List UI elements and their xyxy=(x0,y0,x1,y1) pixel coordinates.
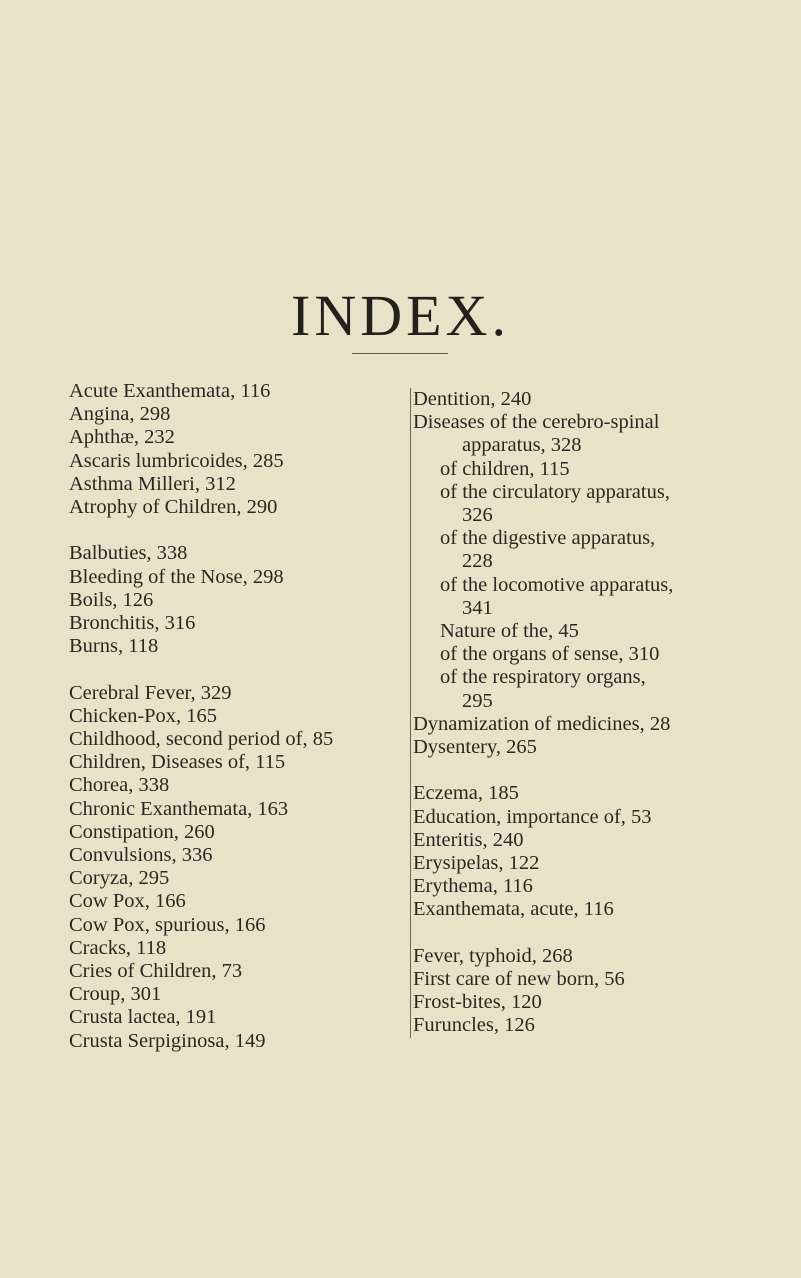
index-entry: Eczema, 185 xyxy=(413,782,519,805)
index-entry: Aphthæ, 232 xyxy=(69,426,175,449)
index-entry: Ascaris lumbricoides, 285 xyxy=(69,449,284,472)
index-entry: Diseases of the cerebro-spinal xyxy=(413,411,660,434)
index-subentry: of the locomotive apparatus, xyxy=(440,573,674,596)
index-entry: Childhood, second period of, 85 xyxy=(69,728,334,751)
index-subentry: 295 xyxy=(462,689,493,712)
index-entry: Acute Exanthemata, 116 xyxy=(69,380,271,402)
index-entry: Crusta Serpiginosa, 149 xyxy=(69,1029,266,1052)
index-entry: Bleeding of the Nose, 298 xyxy=(69,565,284,588)
index-subentry: 326 xyxy=(462,504,493,527)
index-subentry: apparatus, 328 xyxy=(462,434,582,457)
index-entry: Dysentery, 265 xyxy=(413,736,537,759)
index-entry: Exanthemata, acute, 116 xyxy=(413,898,614,921)
index-subentry: of the organs of sense, 310 xyxy=(440,643,660,666)
index-entry: Children, Diseases of, 115 xyxy=(69,751,286,774)
index-entry: Chicken-Pox, 165 xyxy=(69,704,218,727)
index-entry: Bronchitis, 316 xyxy=(69,612,196,635)
index-entry: Crusta lactea, 191 xyxy=(69,1006,217,1029)
index-entry: Erythema, 116 xyxy=(413,875,533,898)
index-entry: Convulsions, 336 xyxy=(69,844,213,867)
index-entry: Atrophy of Children, 290 xyxy=(69,496,278,519)
index-entry: Angina, 298 xyxy=(69,403,171,426)
title-rule xyxy=(352,353,448,354)
index-entry: Enteritis, 240 xyxy=(413,828,524,851)
index-subentry: 228 xyxy=(462,550,493,573)
index-subentry: of children, 115 xyxy=(440,457,570,480)
index-entry: Cow Pox, spurious, 166 xyxy=(69,913,266,936)
index-column-left xyxy=(69,380,399,1053)
section-gap xyxy=(69,519,399,542)
index-entry: Cracks, 118 xyxy=(69,936,167,959)
index-entry: Frost-bites, 120 xyxy=(413,991,542,1014)
index-subentry: 341 xyxy=(462,596,493,619)
index-entry: Croup, 301 xyxy=(69,983,162,1006)
index-entry: Fever, typhoid, 268 xyxy=(413,944,573,967)
index-entry: Asthma Milleri, 312 xyxy=(69,472,236,495)
index-entry: Cries of Children, 73 xyxy=(69,960,243,983)
section-gap xyxy=(69,658,399,681)
index-entry: Cow Pox, 166 xyxy=(69,890,186,913)
index-entry: Chronic Exanthemata, 163 xyxy=(69,797,289,820)
index-entry: Coryza, 295 xyxy=(69,867,170,890)
index-entry: Boils, 126 xyxy=(69,588,154,611)
index-subentry: of the circulatory apparatus, xyxy=(440,480,670,503)
section-gap xyxy=(413,922,801,945)
index-entry: Balbuties, 338 xyxy=(69,542,188,565)
index-entry: Erysipelas, 122 xyxy=(413,852,540,875)
index-entry: Chorea, 338 xyxy=(69,774,170,797)
index-entry: Constipation, 260 xyxy=(69,820,215,843)
index-entry: Cerebral Fever, 329 xyxy=(69,681,232,704)
index-subentry: Nature of the, 45 xyxy=(440,620,579,643)
page-title: INDEX. xyxy=(291,283,510,348)
index-entry: Dynamization of medicines, 28 xyxy=(413,712,671,735)
index-subentry: of the digestive apparatus, xyxy=(440,527,656,550)
section-gap xyxy=(413,759,801,782)
index-entry: First care of new born, 56 xyxy=(413,968,625,991)
index-subentry: of the respiratory organs, xyxy=(440,666,646,689)
index-column-right xyxy=(410,388,801,1038)
index-entry: Burns, 118 xyxy=(69,635,159,658)
index-entry: Dentition, 240 xyxy=(413,388,532,410)
index-entry: Education, importance of, 53 xyxy=(413,805,652,828)
index-entry: Furuncles, 126 xyxy=(413,1014,535,1037)
